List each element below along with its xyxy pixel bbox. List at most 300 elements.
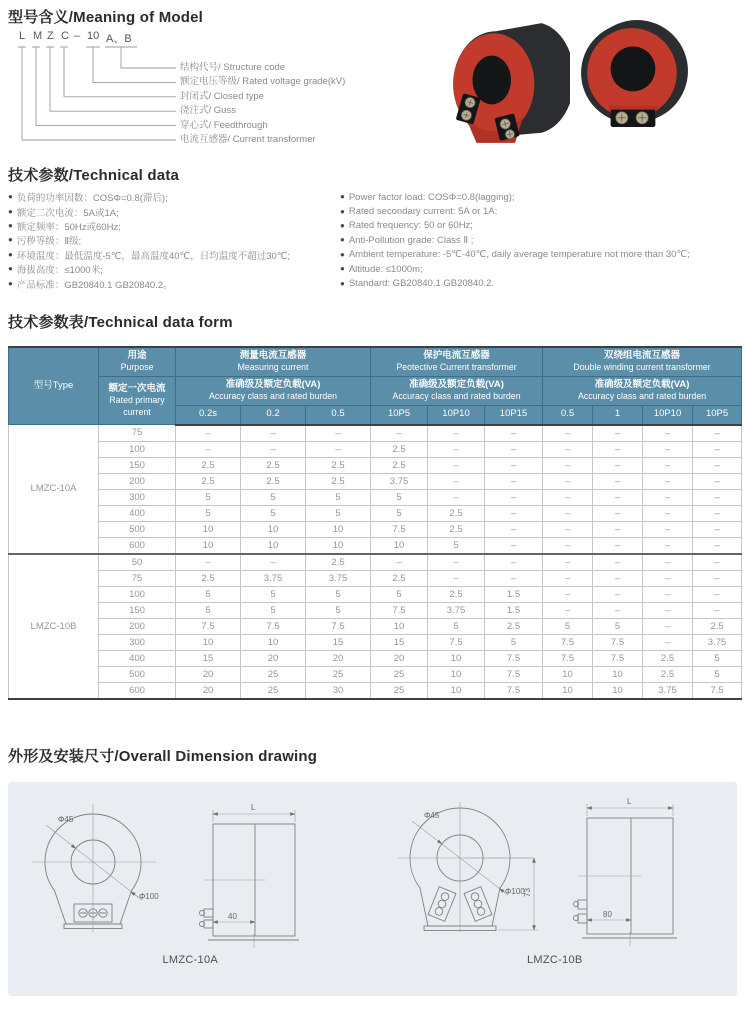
value-cell: – bbox=[428, 570, 485, 586]
value-cell: – bbox=[593, 505, 643, 521]
value-cell: – bbox=[371, 554, 428, 571]
dim-outer-label: Φ100 bbox=[505, 887, 525, 896]
technical-data-title: 技术参数/Technical data bbox=[8, 167, 180, 184]
spec-item-cn bbox=[8, 190, 340, 204]
model-meaning-title: 型号含义/Meaning of Model bbox=[8, 9, 204, 26]
bullet-icon: ● bbox=[340, 206, 345, 216]
value-cell: 2.5 bbox=[371, 570, 428, 586]
table-row bbox=[9, 554, 742, 571]
value-cell: – bbox=[485, 537, 543, 554]
value-cell: 5 bbox=[428, 537, 485, 554]
table-header-cell: 准确级及额定负载(VA) Accuracy class and rated burden bbox=[543, 376, 742, 405]
table-subcol-header: 10P5 bbox=[371, 405, 428, 425]
spec-item-cn bbox=[8, 219, 340, 233]
value-cell: 10 bbox=[241, 521, 306, 537]
side-terminal-outline bbox=[199, 909, 213, 928]
value-cell: – bbox=[643, 489, 693, 505]
value-cell: 5 bbox=[693, 666, 742, 682]
value-cell: 2.5 bbox=[643, 650, 693, 666]
value-cell: 5 bbox=[306, 586, 371, 602]
model-cell: LMZC-10A bbox=[9, 425, 99, 554]
value-cell: – bbox=[543, 425, 593, 442]
technical-table-title: 技术参数表/Technical data form bbox=[8, 314, 233, 331]
value-cell: – bbox=[543, 570, 593, 586]
spec-text: Standard: GB20840.1 GB20840.2. bbox=[348, 278, 495, 290]
value-cell: 20 bbox=[371, 650, 428, 666]
value-cell: – bbox=[693, 602, 742, 618]
value-cell: 5 bbox=[593, 618, 643, 634]
spec-text: 负荷的功率因数：COSΦ=0.8(滞后); bbox=[16, 193, 168, 205]
current-cell: 300 bbox=[99, 634, 176, 650]
value-cell: – bbox=[485, 457, 543, 473]
value-cell: 5 bbox=[371, 586, 428, 602]
value-cell: 15 bbox=[176, 650, 241, 666]
spec-text: 污秽等级：Ⅱ级; bbox=[16, 236, 82, 248]
value-cell: – bbox=[543, 602, 593, 618]
value-cell: – bbox=[643, 570, 693, 586]
value-cell: – bbox=[643, 586, 693, 602]
table-subcol-header: 10P5 bbox=[693, 405, 742, 425]
drawing-caption-b: LMZC-10B bbox=[526, 954, 583, 966]
value-cell: – bbox=[543, 537, 593, 554]
value-cell: 2.5 bbox=[371, 457, 428, 473]
value-cell: – bbox=[643, 602, 693, 618]
dimension-drawing-a-svg bbox=[18, 792, 363, 952]
bullet-icon: ● bbox=[340, 249, 345, 259]
value-cell: 5 bbox=[543, 618, 593, 634]
value-cell: 20 bbox=[306, 650, 371, 666]
model-label: 封闭式/ Closed type bbox=[180, 90, 264, 102]
table-header-cell: 用途 Purpose bbox=[99, 347, 176, 376]
value-cell: – bbox=[693, 505, 742, 521]
spec-item-cn bbox=[8, 204, 340, 218]
value-cell: 5 bbox=[693, 650, 742, 666]
value-cell: – bbox=[593, 457, 643, 473]
spec-text: Ambient temperature: -5℃-40℃, daily average temperature not more than 30℃; bbox=[348, 249, 690, 261]
value-cell: 5 bbox=[428, 618, 485, 634]
value-cell: 2.5 bbox=[241, 473, 306, 489]
value-cell: – bbox=[693, 425, 742, 442]
value-cell: 2.5 bbox=[485, 618, 543, 634]
current-cell: 100 bbox=[99, 586, 176, 602]
value-cell: 15 bbox=[371, 634, 428, 650]
table-row bbox=[9, 666, 742, 682]
table-row bbox=[9, 425, 742, 442]
value-cell: 5 bbox=[371, 489, 428, 505]
value-cell: 7.5 bbox=[485, 666, 543, 682]
spec-item-en bbox=[340, 248, 740, 262]
technical-data-lists bbox=[8, 190, 740, 291]
table-header-cell: 额定一次电流 Rated primary current bbox=[99, 376, 176, 424]
value-cell: 3.75 bbox=[643, 682, 693, 699]
table-row bbox=[9, 537, 742, 554]
value-cell: – bbox=[593, 489, 643, 505]
table-subcol-header: 1 bbox=[593, 405, 643, 425]
value-cell: – bbox=[428, 489, 485, 505]
value-cell: – bbox=[643, 554, 693, 571]
table-row bbox=[9, 489, 742, 505]
value-cell: 5 bbox=[306, 505, 371, 521]
value-cell: 2.5 bbox=[643, 666, 693, 682]
bullet-icon: ● bbox=[340, 278, 345, 288]
current-cell: 200 bbox=[99, 473, 176, 489]
dim-inner-label: Φ45 bbox=[424, 811, 440, 820]
table-row bbox=[9, 505, 742, 521]
value-cell: – bbox=[643, 441, 693, 457]
spec-text: 额定频率：50Hz或60Hz; bbox=[16, 221, 121, 233]
bullet-icon: ● bbox=[8, 220, 13, 230]
spec-item-cn bbox=[8, 248, 340, 262]
table-subcol-header: 0.2 bbox=[241, 405, 306, 425]
value-cell: – bbox=[693, 489, 742, 505]
table-header-row bbox=[9, 376, 742, 405]
value-cell: 10 bbox=[176, 521, 241, 537]
bullet-icon: ● bbox=[340, 220, 345, 230]
spec-text: Power factor load: COSΦ=0.8(lagging); bbox=[348, 191, 515, 203]
bullet-icon: ● bbox=[8, 278, 13, 288]
value-cell: – bbox=[693, 441, 742, 457]
product-photo-front bbox=[578, 20, 690, 128]
value-cell: – bbox=[306, 425, 371, 442]
model-code-letter: M bbox=[33, 30, 43, 42]
value-cell: 10 bbox=[241, 537, 306, 554]
value-cell: 10 bbox=[371, 618, 428, 634]
value-cell: – bbox=[485, 473, 543, 489]
value-cell: – bbox=[428, 441, 485, 457]
value-cell: – bbox=[543, 521, 593, 537]
current-cell: 75 bbox=[99, 425, 176, 442]
value-cell: 10 bbox=[371, 537, 428, 554]
value-cell: 25 bbox=[241, 666, 306, 682]
value-cell: – bbox=[643, 505, 693, 521]
table-subcol-header: 0.5 bbox=[306, 405, 371, 425]
table-header-cell: 准确级及额定负载(VA) Accuracy class and rated burden bbox=[371, 376, 543, 405]
model-label: 电流互感器/ Current transformer bbox=[180, 134, 316, 145]
value-cell: 5 bbox=[176, 505, 241, 521]
spec-item-en bbox=[340, 233, 740, 247]
value-cell: 30 bbox=[306, 682, 371, 699]
table-header-row bbox=[9, 347, 742, 376]
value-cell: 5 bbox=[241, 602, 306, 618]
value-cell: – bbox=[643, 618, 693, 634]
terminal-box-outline bbox=[428, 887, 456, 922]
value-cell: – bbox=[593, 473, 643, 489]
value-cell: 5 bbox=[485, 634, 543, 650]
table-subcol-header: 0.2s bbox=[176, 405, 241, 425]
current-cell: 150 bbox=[99, 457, 176, 473]
value-cell: – bbox=[643, 521, 693, 537]
value-cell: – bbox=[485, 441, 543, 457]
value-cell: – bbox=[485, 521, 543, 537]
value-cell: 20 bbox=[176, 682, 241, 699]
value-cell: 7.5 bbox=[693, 682, 742, 699]
table-header-cell: 双绕组电流互感器 Double winding current transformer bbox=[543, 347, 742, 376]
value-cell: 2.5 bbox=[428, 521, 485, 537]
value-cell: 2.5 bbox=[306, 457, 371, 473]
value-cell: – bbox=[485, 554, 543, 571]
table-row bbox=[9, 682, 742, 699]
value-cell: 7.5 bbox=[543, 634, 593, 650]
value-cell: 2.5 bbox=[693, 618, 742, 634]
value-cell: – bbox=[485, 425, 543, 442]
value-cell: – bbox=[371, 425, 428, 442]
model-label: 额定电压等级/ Rated voltage grade(kV) bbox=[180, 76, 346, 88]
drawing-lmzc-10b bbox=[379, 792, 731, 996]
value-cell: – bbox=[693, 554, 742, 571]
value-cell: 10 bbox=[428, 666, 485, 682]
value-cell: 5 bbox=[306, 489, 371, 505]
value-cell: 5 bbox=[176, 602, 241, 618]
table-header-cell: 准确级及额定负载(VA) Accuracy class and rated burden bbox=[176, 376, 371, 405]
model-code-letter: A、B bbox=[106, 33, 132, 45]
value-cell: 7.5 bbox=[176, 618, 241, 634]
terminal-block-icon bbox=[611, 110, 656, 127]
value-cell: 7.5 bbox=[485, 650, 543, 666]
table-subcol-header: 10P10 bbox=[643, 405, 693, 425]
drawing-lmzc-10a bbox=[14, 792, 366, 996]
table-row bbox=[9, 618, 742, 634]
table-header-cell: 型号Type bbox=[9, 347, 99, 425]
value-cell: – bbox=[485, 505, 543, 521]
value-cell: – bbox=[428, 425, 485, 442]
value-cell: 2.5 bbox=[306, 473, 371, 489]
value-cell: 5 bbox=[371, 505, 428, 521]
dimension-panel bbox=[8, 782, 737, 996]
table-row bbox=[9, 473, 742, 489]
model-label: 浇注式/ Guss bbox=[180, 105, 236, 117]
value-cell: 2.5 bbox=[428, 586, 485, 602]
model-code-letter: Z bbox=[47, 30, 54, 42]
model-label: 穿心式/ Feedthrough bbox=[180, 119, 268, 131]
value-cell: 10 bbox=[593, 682, 643, 699]
table-row bbox=[9, 441, 742, 457]
value-cell: 7.5 bbox=[241, 618, 306, 634]
spec-item-en bbox=[340, 276, 740, 290]
dim-base-label: 80 bbox=[603, 910, 613, 919]
bullet-icon: ● bbox=[340, 235, 345, 245]
model-code-letter: 10 bbox=[87, 30, 100, 42]
value-cell: – bbox=[241, 441, 306, 457]
value-cell: 2.5 bbox=[176, 473, 241, 489]
value-cell: – bbox=[485, 570, 543, 586]
dim-height-label: 73 bbox=[523, 888, 533, 897]
value-cell: 1.5 bbox=[485, 586, 543, 602]
value-cell: 2.5 bbox=[176, 570, 241, 586]
bullet-icon: ● bbox=[340, 192, 345, 202]
technical-table-wrap bbox=[8, 346, 737, 700]
value-cell: 10 bbox=[306, 521, 371, 537]
bullet-icon: ● bbox=[8, 249, 13, 259]
value-cell: – bbox=[176, 425, 241, 442]
value-cell: – bbox=[593, 602, 643, 618]
value-cell: 25 bbox=[371, 666, 428, 682]
value-cell: – bbox=[693, 521, 742, 537]
model-code-letter: L bbox=[19, 30, 26, 42]
current-cell: 300 bbox=[99, 489, 176, 505]
value-cell: 10 bbox=[306, 537, 371, 554]
value-cell: 7.5 bbox=[371, 602, 428, 618]
value-cell: – bbox=[485, 489, 543, 505]
value-cell: – bbox=[643, 473, 693, 489]
table-body bbox=[9, 425, 742, 699]
current-cell: 600 bbox=[99, 682, 176, 699]
current-cell: 400 bbox=[99, 650, 176, 666]
model-label: 结构代号/ Structure code bbox=[180, 62, 286, 73]
value-cell: 5 bbox=[241, 489, 306, 505]
value-cell: 7.5 bbox=[593, 634, 643, 650]
table-header-cell: 保护电流互感器 Peotective Current transformer bbox=[371, 347, 543, 376]
current-cell: 100 bbox=[99, 441, 176, 457]
value-cell: 5 bbox=[306, 602, 371, 618]
value-cell: 25 bbox=[371, 682, 428, 699]
value-cell: 2.5 bbox=[371, 441, 428, 457]
bullet-icon: ● bbox=[8, 192, 13, 202]
value-cell: 5 bbox=[241, 586, 306, 602]
value-cell: – bbox=[693, 570, 742, 586]
table-row bbox=[9, 521, 742, 537]
bullet-icon: ● bbox=[8, 206, 13, 216]
terminal-box-outline bbox=[464, 887, 492, 922]
bullet-icon: ● bbox=[8, 235, 13, 245]
value-cell: – bbox=[428, 554, 485, 571]
value-cell: 2.5 bbox=[241, 457, 306, 473]
value-cell: – bbox=[593, 570, 643, 586]
value-cell: – bbox=[176, 554, 241, 571]
spec-list-cn bbox=[8, 190, 340, 291]
value-cell: 10 bbox=[176, 634, 241, 650]
value-cell: – bbox=[593, 441, 643, 457]
spec-item-en bbox=[340, 204, 740, 218]
value-cell: 10 bbox=[593, 666, 643, 682]
model-code-letter: – bbox=[74, 30, 81, 42]
value-cell: 2.5 bbox=[428, 505, 485, 521]
dimension-title: 外形及安装尺寸/Overall Dimension drawing bbox=[8, 748, 318, 765]
dim-base-label: 40 bbox=[227, 912, 237, 921]
value-cell: 15 bbox=[306, 634, 371, 650]
value-cell: – bbox=[428, 473, 485, 489]
value-cell: – bbox=[543, 473, 593, 489]
value-cell: – bbox=[593, 537, 643, 554]
value-cell: – bbox=[543, 489, 593, 505]
value-cell: 3.75 bbox=[693, 634, 742, 650]
bullet-icon: ● bbox=[8, 264, 13, 274]
spec-text: 海拔高度：≤1000米; bbox=[16, 265, 103, 277]
value-cell: 3.75 bbox=[428, 602, 485, 618]
value-cell: 7.5 bbox=[428, 634, 485, 650]
spec-text: Altitude: ≤1000m; bbox=[348, 263, 423, 275]
value-cell: – bbox=[428, 457, 485, 473]
table-subcol-header: 0.5 bbox=[543, 405, 593, 425]
technical-table bbox=[8, 346, 742, 700]
spec-text: 产品标准：GB20840.1 GB20840.2。 bbox=[16, 279, 173, 291]
value-cell: – bbox=[643, 457, 693, 473]
value-cell: 7.5 bbox=[306, 618, 371, 634]
value-cell: 10 bbox=[241, 634, 306, 650]
value-cell: – bbox=[593, 521, 643, 537]
spec-item-en bbox=[340, 262, 740, 276]
value-cell: – bbox=[693, 537, 742, 554]
value-cell: – bbox=[693, 457, 742, 473]
value-cell: – bbox=[593, 554, 643, 571]
current-cell: 150 bbox=[99, 602, 176, 618]
value-cell: 1.5 bbox=[485, 602, 543, 618]
table-row bbox=[9, 570, 742, 586]
spec-text: Rated secondary current: 5A or 1A; bbox=[348, 206, 498, 218]
value-cell: – bbox=[693, 473, 742, 489]
spec-text: Anti-Pollution grade: Class Ⅱ ; bbox=[348, 234, 474, 246]
value-cell: 20 bbox=[176, 666, 241, 682]
table-subcol-header: 10P15 bbox=[485, 405, 543, 425]
spec-item-en bbox=[340, 190, 740, 204]
product-photo-angled bbox=[448, 15, 570, 149]
spec-item-cn bbox=[8, 276, 340, 290]
current-cell: 500 bbox=[99, 666, 176, 682]
table-row bbox=[9, 457, 742, 473]
dim-inner-label: Φ45 bbox=[57, 815, 74, 824]
value-cell: – bbox=[593, 425, 643, 442]
value-cell: 10 bbox=[428, 682, 485, 699]
value-cell: – bbox=[643, 537, 693, 554]
value-cell: – bbox=[241, 425, 306, 442]
table-row bbox=[9, 650, 742, 666]
model-code-letter: C bbox=[61, 30, 69, 42]
value-cell: 10 bbox=[428, 650, 485, 666]
current-cell: 400 bbox=[99, 505, 176, 521]
value-cell: 5 bbox=[176, 586, 241, 602]
value-cell: 10 bbox=[543, 666, 593, 682]
current-cell: 500 bbox=[99, 521, 176, 537]
value-cell: – bbox=[693, 586, 742, 602]
value-cell: 25 bbox=[241, 682, 306, 699]
dim-length-label: L bbox=[627, 797, 632, 806]
value-cell: 3.75 bbox=[306, 570, 371, 586]
value-cell: 3.75 bbox=[371, 473, 428, 489]
value-cell: 25 bbox=[306, 666, 371, 682]
value-cell: 7.5 bbox=[543, 650, 593, 666]
value-cell: 7.5 bbox=[593, 650, 643, 666]
table-header-cell: 测量电流互感器 Measuring current bbox=[176, 347, 371, 376]
dimension-drawing-b-svg bbox=[382, 792, 727, 952]
value-cell: 10 bbox=[543, 682, 593, 699]
value-cell: 5 bbox=[241, 505, 306, 521]
value-cell: – bbox=[593, 586, 643, 602]
table-row bbox=[9, 602, 742, 618]
value-cell: 3.75 bbox=[241, 570, 306, 586]
dim-outer-label: Φ100 bbox=[138, 892, 159, 901]
table-head bbox=[9, 347, 742, 425]
spec-list-en bbox=[340, 190, 740, 291]
value-cell: – bbox=[176, 441, 241, 457]
current-cell: 50 bbox=[99, 554, 176, 571]
value-cell: 7.5 bbox=[485, 682, 543, 699]
spec-text: 环境温度：最低温度-5℃，最高温度40℃，日均温度不超过30℃; bbox=[16, 250, 291, 262]
value-cell: – bbox=[241, 554, 306, 571]
value-cell: 7.5 bbox=[371, 521, 428, 537]
value-cell: 10 bbox=[176, 537, 241, 554]
table-subcol-header: 10P10 bbox=[428, 405, 485, 425]
value-cell: – bbox=[543, 457, 593, 473]
spec-item-cn bbox=[8, 262, 340, 276]
value-cell: – bbox=[543, 586, 593, 602]
current-cell: 600 bbox=[99, 537, 176, 554]
value-cell: 2.5 bbox=[306, 554, 371, 571]
current-cell: 200 bbox=[99, 618, 176, 634]
model-cell: LMZC-10B bbox=[9, 554, 99, 699]
product-photos bbox=[410, 0, 740, 160]
value-cell: 5 bbox=[176, 489, 241, 505]
table-row bbox=[9, 586, 742, 602]
value-cell: – bbox=[643, 425, 693, 442]
